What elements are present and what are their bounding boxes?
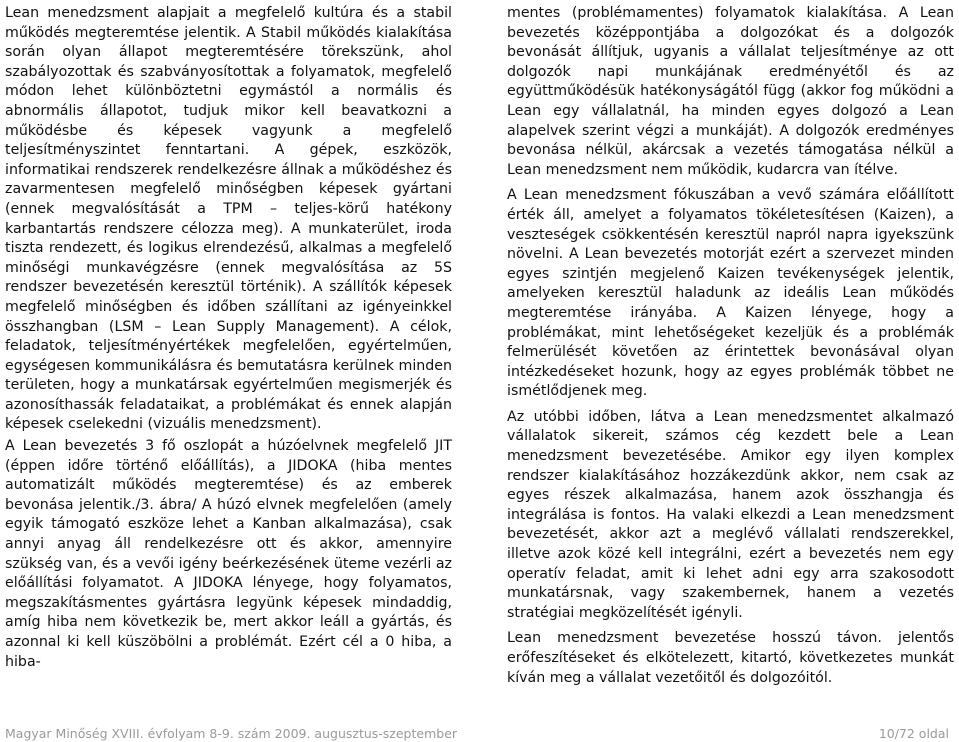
paragraph-lean-adoption: Az utóbbi időben, látva a Lean menedzsmentet alkalmazó vállalatok sikereit, számos cég kezdett bele a Lean menedzsment bevezetésébe. Amikor egy ilyen komplex rendszer kialakításához hozzákezdünk akkor, nem csak az egyes részek alkalmazása, hanem azok összhangja és integrálása is fontos. Ha valaki elkezdi a Lean menedzsment bevezetését, akkor azt a meglévő vállalati rendszerekkel, illetve azok közé kell integrálni, ezért a bevezetés nem egy operatív feladat, amit ki lehet adni egy arra szakosodott munkatársnak, vagy szakembernek, hanem a vezetés stratégiai megközelítését igényli. — [507, 408, 954, 621]
paragraph-stable-operation: Lean menedzsment alapjait a megfelelő kultúra és a stabil működés megteremtése jelentik. A Stabil működés kialakítása során olyan állapot megteremtésére törekszünk, ahol szabályozottak és szabványosítottak a folyamatok, megfelelő módon lehet különböztetni egymástól a normális és abnormális állapotot, tudjuk mikor kell beavatkozni a működésbe és képesek vagyunk a megfelelő teljesítményszintet fenntartani. A gépek, eszközök, informatikai rendszerek rendelkezésre állnak a működéshez és zavarmentesen megfelelő minőségben képesek gyártani (ennek megvalósítását a TPM – teljes-körű hatékony karbantartás rendszere célozza meg). A munkaterület, iroda tiszta rendezett, és logikus elrendezésű, alkalmas a megfelelő minőségi munkavégzésre (ennek megvalósítása az 5S rendszer bevezetésén keresztül történik). A szállítók képesek megfelelő minőségben és időben szállítani az igényeinkkel összhangban (LSM – Lean Supply Management). A célok, feladatok, teljesítményértékek megfelelően, egyértelműen, egységesen kommunikálásra és bemutatásra kerülnek minden területen, hogy a munkatársak egyértelműen megismerjék és azonosíthassák feladataikat, a problémákat és ennek alapján képesek cselekedni (vizuális menedzsment). — [5, 5, 452, 433]
footer-journal-info: Magyar Minőség XVIII. évfolyam 8-9. szám 2009. augusztus-szeptember — [5, 726, 458, 741]
paragraph-long-term-effort: Lean menedzsment bevezetése hosszú távon. jelentős erőfeszítéseket és elkötelezett, kitartó, következetes munkát kíván meg a vállalat vezetőitől és dolgozóitól. — [507, 630, 954, 686]
footer-page-number: 10/72 oldal — [878, 726, 949, 741]
paragraph-customer-value: A Lean menedzsment fókuszában a vevő számára előállított érték áll, amelyet a folyamatos tökéletesítésen (Kaizen), a veszteségek csökkentésén keresztül napról napra igyekszünk növelni. A Lean bevezetés motorját ezért a szervezet minden egyes szintjén megjelenő Kaizen tevékenységek jelentik, amelyeken keresztül haladunk az ideális Lean működés megteremtése irányába. A Kaizen lényege, hogy a problémákat, mint lehetőségeket kezeljük és a problémák felmerülését követően az érintettek bevonásával olyan intézkedéseket hozunk, hogy az egyes problémák többet ne ismétlődjenek meg. — [507, 187, 954, 400]
paragraph-lean-pillars: A Lean bevezetés 3 fő oszlopát a húzóelvnek megfelelő JIT (éppen időre történő előállítás), a JIDOKA (hiba mentes automatizált működés megteremtése) és az emberek bevonása jelentik./3. ábra/ A húzó elvnek megfelelően (amely egyik támogató eszköze lehet a Kanban alkalmazása), csak annyi anyag áll rendelkezésre ott és akkor, amennyire szükség van, és a vevői igény beérkezésének üteme vezérli az előállítási folyamatot. A JIDOKA lényege, hogy folyamatos, megszakításmentes gyártásra legyünk képesek mindaddig, amíg hiba nem következik be, mert akkor leáll a gyártás, és azonnal ki kell küszöbölni a problémát. Ezért cél a 0 hiba, a hiba- — [5, 438, 452, 670]
text-column-right — [507, 4, 954, 688]
paragraph-employee-involvement: mentes (problémamentes) folyamatok kialakítása. A Lean bevezetés középpontjába a dolgozókat és a dolgozók bevonását állítjuk, ugyanis a vállalat teljesítménye az ott dolgozók napi munkájának eredményétől és az együttműködésük hatékonyságától függ (akkor fog működni a Lean egy vállalatnál, ha minden egyes dolgozó a Lean alapelvek szerint végzi a munkáját). A dolgozók eredményes bevonása nélkül, akárcsak a vezetés támogatása nélkül a Lean menedzsment nem működik, kudarcra van ítélve. — [507, 5, 954, 178]
page-footer — [0, 726, 959, 742]
text-column-left — [5, 4, 452, 672]
